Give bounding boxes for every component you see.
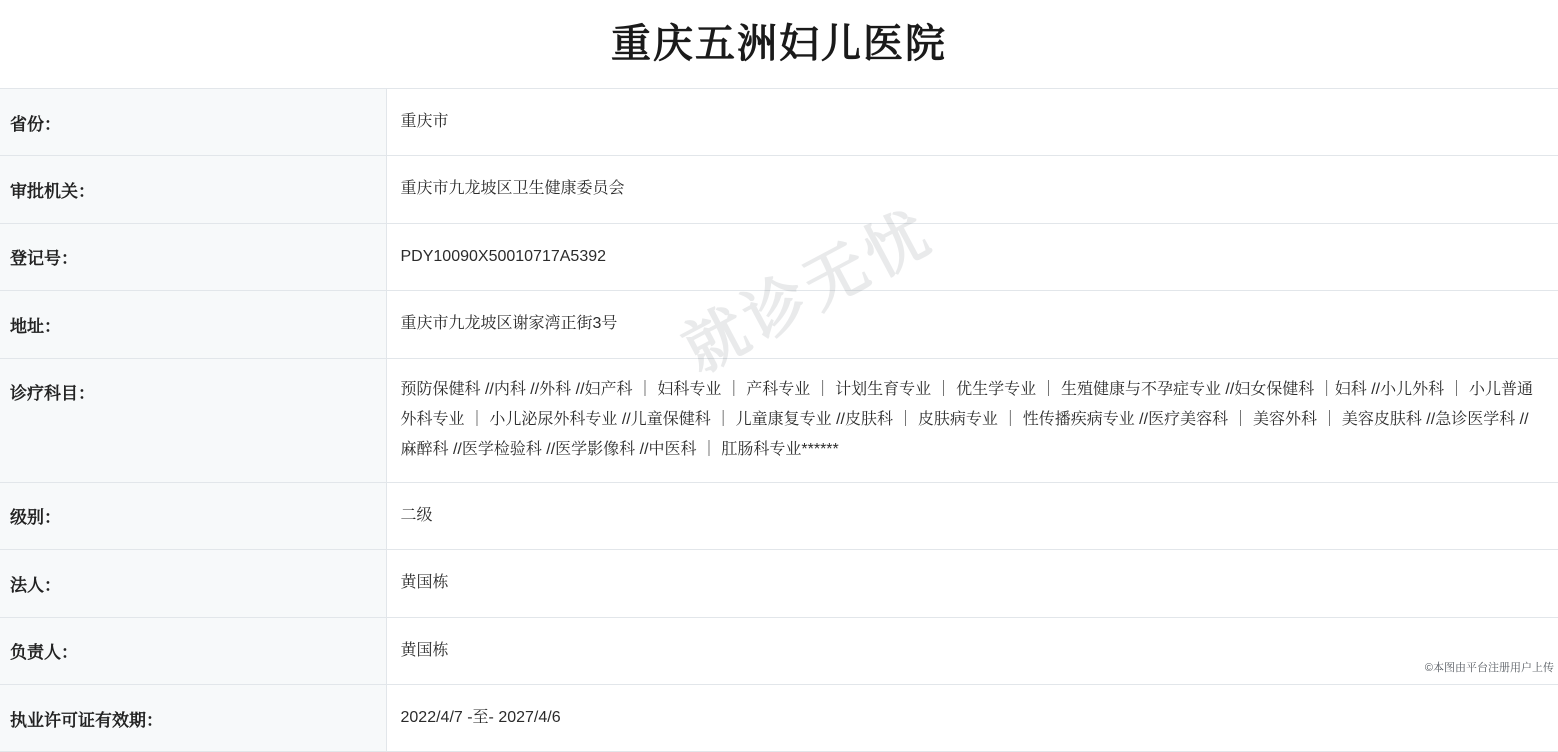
row-value-responsible-person: 黄国栋 [386, 617, 1558, 684]
table-row [0, 550, 1558, 617]
row-label-registration-number: 登记号： [0, 223, 386, 290]
row-value-approval-authority: 重庆市九龙坡区卫生健康委员会 [386, 156, 1558, 223]
page-title-bar [0, 0, 1558, 88]
row-label-province: 省份： [0, 89, 386, 156]
row-label-responsible-person: 负责人： [0, 617, 386, 684]
row-value-departments: 预防保健科 //内科 //外科 //妇产科 ｜ 妇科专业 ｜ 产科专业 ｜ 计划生育专业 ｜ 优生学专业 ｜ 生殖健康与不孕症专业 //妇女保健科 ｜妇科 //小儿外科 ｜ 小儿普通外科专业 ｜ 小儿泌尿外科专业 //儿童保健科 ｜ 儿童康复专业 //皮肤科 ｜ 皮肤病专业 ｜ 性传播疾病专业 //医疗美容科 ｜ 美容外科 ｜ 美容皮肤科 //急诊医学科 //麻醉科 //医学检验科 //医学影像科 //中医科 ｜ 肛肠科专业****** [386, 358, 1558, 482]
row-label-departments: 诊疗科目： [0, 358, 386, 482]
table-row [0, 223, 1558, 290]
watermark-footer: ©本图由平台注册用户上传 [1424, 662, 1554, 674]
row-value-address: 重庆市九龙坡区谢家湾正街3号 [386, 291, 1558, 358]
table-row [0, 617, 1558, 684]
table-row [0, 89, 1558, 156]
row-label-level: 级别： [0, 482, 386, 549]
table-row [0, 156, 1558, 223]
table-row [0, 482, 1558, 549]
row-label-license-validity: 执业许可证有效期： [0, 684, 386, 751]
row-value-level: 二级 [386, 482, 1558, 549]
row-value-province: 重庆市 [386, 89, 1558, 156]
row-value-legal-person: 黄国栋 [386, 550, 1558, 617]
row-value-registration-number: PDY10090X50010717A5392 [386, 223, 1558, 290]
row-label-approval-authority: 审批机关： [0, 156, 386, 223]
page-title: 重庆五洲妇儿医院 [611, 22, 947, 66]
table-row [0, 291, 1558, 358]
row-label-legal-person: 法人： [0, 550, 386, 617]
table-body [0, 89, 1558, 752]
table-row [0, 358, 1558, 482]
row-value-license-validity: 2022/4/7 -至- 2027/4/6 [386, 684, 1558, 751]
hospital-info-table [0, 88, 1558, 752]
table-row [0, 684, 1558, 751]
row-label-address: 地址： [0, 291, 386, 358]
